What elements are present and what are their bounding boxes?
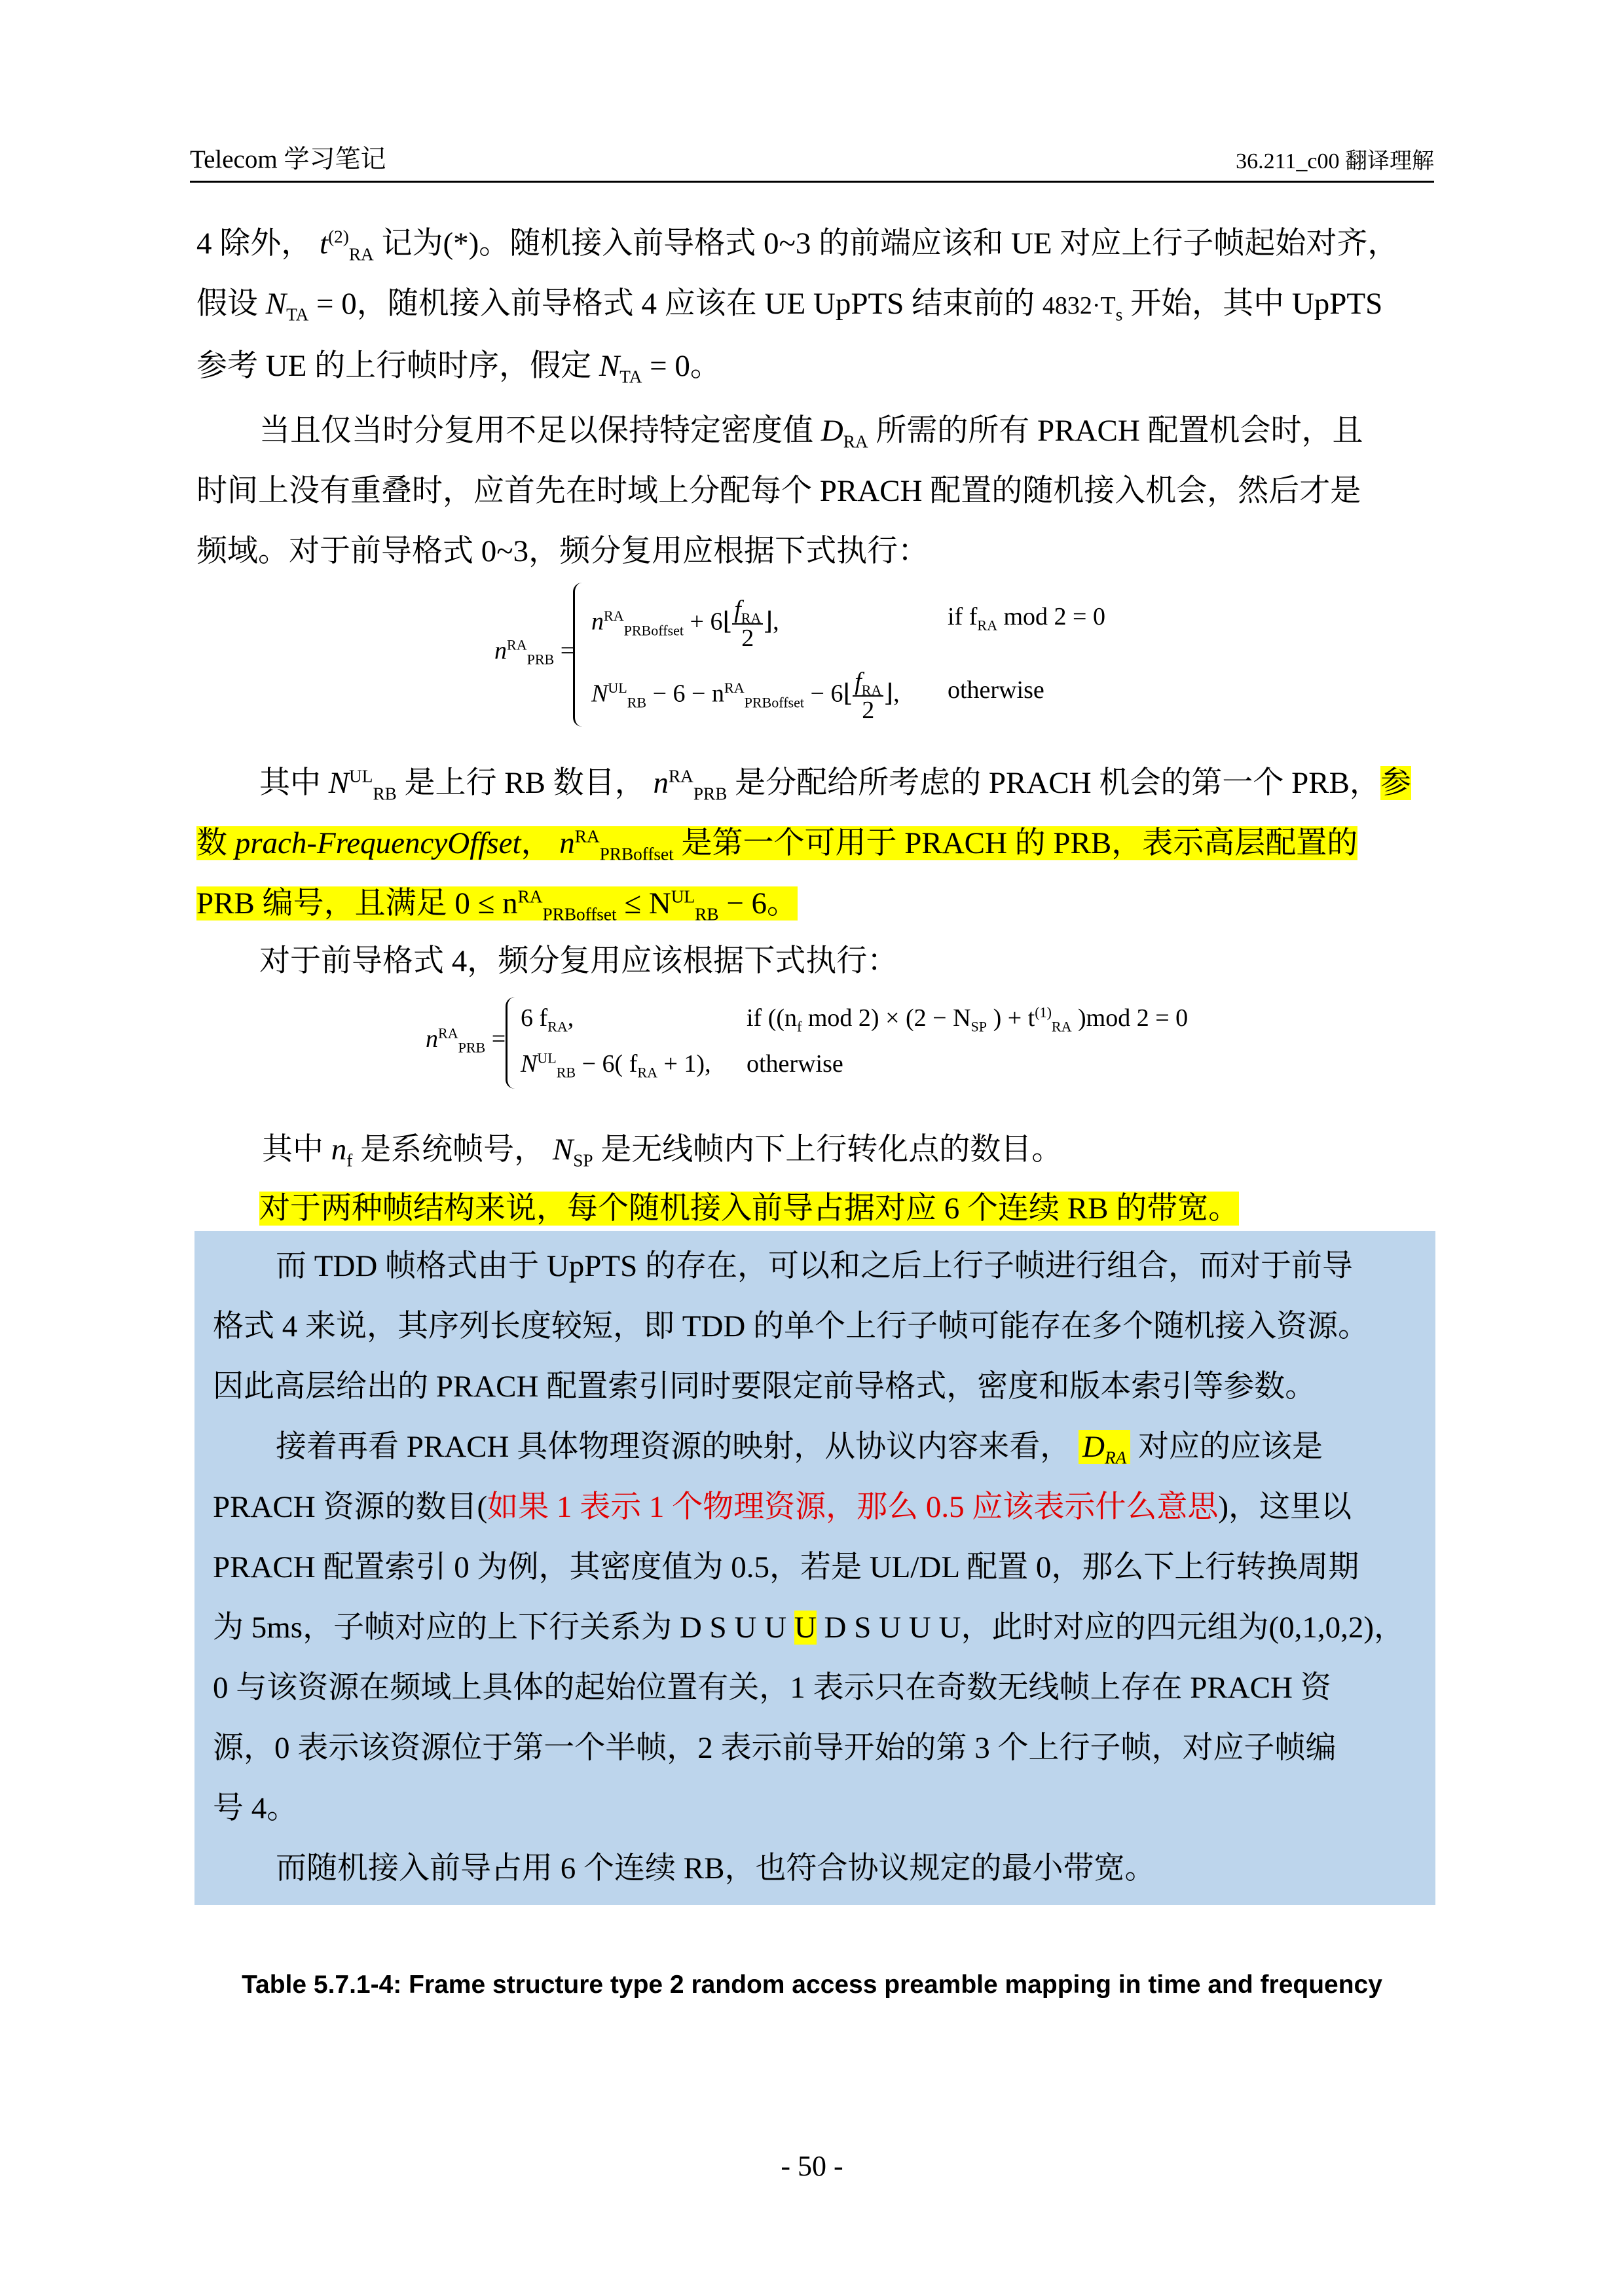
text: PRB 编号，且满足: [196, 886, 447, 920]
highlighted-line: PRB 编号，且满足 $0 \le n^{RA}_{PRBoffset} \le N^{UL}_{RB} - 6$。: [196, 886, 798, 924]
text: 是第一个可用于 PRACH 的 PRB，表示高层配置的: [681, 826, 1358, 860]
text-line: 号 4。: [213, 1791, 298, 1825]
text: 是无线帧内下上行转化点的数目。: [600, 1133, 1063, 1167]
annotation-paragraph-3: [213, 1838, 1418, 1899]
text: ，: [521, 826, 552, 860]
math-cond: )mod 2 = 0: [1078, 1004, 1189, 1032]
text-line: 而 TDD 帧格式由于 UpPTS 的存在，可以和之后上行子帧进行组合，而对于前导: [276, 1249, 1354, 1283]
math-var: n: [494, 637, 507, 665]
math-op: − 6 − n: [652, 680, 724, 708]
text: 参考 UE 的上行帧时序，假定: [196, 349, 592, 383]
text-line: 对于前导格式 4，频分复用应该根据下式执行：: [259, 944, 898, 978]
highlighted-line: 数 prach-FrequencyOffset， $n^{RA}_{PRBoffset}$ 是第一个可用于 PRACH 的 PRB，表示高层配置的: [196, 826, 1358, 864]
math-cond: mod 2 = 0: [1003, 603, 1105, 630]
math-num: 2: [853, 695, 883, 724]
highlighted-text: 参: [1380, 766, 1411, 800]
text: 所需的所有 PRACH 配置机会时，且: [876, 414, 1363, 448]
equation-2: $n^{RA}_{PRB}$ = 6 $f_{RA}$, if (($n_f$ mod $2) \times (2 - N_{SP}$ ) + $t^{(1)}_{RA}$ )mod 2 = 0 $N^{UL}_{RB} - 6$( $f_{RA} + 1$), otherwise: [426, 992, 1277, 1097]
header-doc-ref: 36.211_c00 翻译理解: [1236, 149, 1434, 173]
math-var: D: [821, 414, 843, 448]
math-cond: mod 2) × (2 − N: [807, 1004, 971, 1032]
text: = 0，随机接入前导格式 4 应该在 UE UpPTS 结束前的: [316, 287, 1035, 321]
text: 对应的应该是: [1137, 1430, 1323, 1464]
text-line: 0 与该资源在频域上具体的起始位置有关，1 表示只在奇数无线帧上存在 PRACH 资: [213, 1671, 1331, 1705]
text: 其中: [262, 1133, 323, 1167]
math-var: N: [552, 1133, 574, 1167]
equation-1: $n^{RA}_{PRB}$ = $n^{RA}_{PRBoffset}$ + $6⌊f_{RA}$ 2⌋, if $f_{RA}$ mod 2 = 0 $N^{UL}_{RB} - 6 - n^{RA}_{PRBoffset}$ − $6⌊f_{RA}$ 2⌋, otherwise: [494, 576, 1149, 733]
red-question-text: 如果 1 表示 1 个物理资源，那么 0.5 应该表示什么意思: [487, 1490, 1219, 1524]
math-expr: 0 ≤ n: [454, 886, 518, 920]
brace: [506, 997, 518, 1089]
highlighted-line: 对于两种帧结构来说，每个随机接入前导占据对应 6 个连续 RB 的带宽。: [259, 1192, 1240, 1226]
text: 是上行 RB 数目，: [404, 766, 646, 800]
math-cond: otherwise: [747, 1050, 843, 1078]
math-op: ,: [567, 1004, 574, 1032]
paragraph-3: 其中 $N^{UL}_{RB}$ 是上行 RB 数目， $n^{RA}_{PRB}$ 是分配给所考虑的 PRACH 机会的第一个 PRB，参 数 prach-FrequencyOffset， $n^{RA}_{PRBoffset}$ 是第一个可用于 PRACH 的 PRB，表示高层配置的 PRB 编号，且满足 $0 \le n^{RA}_{PRBoffset} \le N^{UL}_{RB} - 6$。: [196, 766, 1411, 924]
text: 接着再看 PRACH 具体物理资源的映射，从协议内容来看，: [276, 1430, 1071, 1464]
text-line: PRACH 配置索引 0 为例，其密度值为 0.5，若是 UL/DL 配置 0，那么下上行转换周期: [213, 1550, 1359, 1584]
highlighted-math: $D_{RA}$: [1079, 1430, 1130, 1464]
math-var: f: [734, 596, 741, 623]
annotation-box: [194, 1231, 1435, 1905]
brace: [573, 583, 587, 727]
paragraph-1: 4 除外， $t^{(2)}_{RA}$ 记为(*)。随机接入前导格式 0~3 的前端应该和 UE 对应上行子帧起始对齐， 假设 $N_{TA} = 0$，随机接入前导格式 4 应该在 UE UpPTS 结束前的 $4832\cdot T_s$ 开始，其中 UpPTS 参考 UE 的上行帧时序，假定 $N_{TA} = 0$。: [196, 227, 1399, 387]
math-cond: otherwise: [948, 676, 1044, 704]
text: 是系统帧号，: [360, 1133, 545, 1167]
text-line: 频域。对于前导格式 0~3，频分复用应根据下式执行：: [196, 534, 929, 568]
parameter-name: prach-FrequencyOffset: [234, 826, 521, 860]
math-op: + 6⌊: [690, 608, 733, 636]
math-var: N: [328, 766, 350, 800]
text: 当且仅当时分复用不足以保持特定密度值: [259, 414, 813, 448]
page-header: [190, 135, 1434, 183]
math-op: − 6⌊: [810, 680, 853, 708]
text: 假设: [196, 287, 258, 321]
math-expr: 4832·T: [1042, 292, 1116, 319]
text-line: 格式 4 来说，其序列长度较短，即 TDD 的单个上行子帧可能存在多个随机接入资源。: [213, 1309, 1369, 1343]
text-line: 因此高层给出的 PRACH 配置索引同时要限定前导格式，密度和版本索引等参数。: [213, 1370, 1316, 1404]
math-var: D: [1082, 1430, 1105, 1464]
text: D S U U U，此时对应的四元组为(0,1,0,2)，: [816, 1611, 1405, 1645]
highlighted-letter: U: [794, 1611, 817, 1645]
text: PRACH 资源的数目(: [213, 1490, 488, 1524]
text: = 0。: [650, 349, 721, 383]
math-num: 2: [732, 623, 763, 652]
math-expr: + 1),: [663, 1050, 711, 1078]
text: 4 除外，: [196, 227, 312, 261]
paragraph-2: 当且仅当时分复用不足以保持特定密度值 $D_{RA}$ 所需的所有 PRACH 配置机会时，且 时间上没有重叠时，应首先在时域上分配每个 PRACH 配置的随机接入机会，然后才是 频域。对于前导格式 0~3，频分复用应根据下式执行：: [196, 401, 1428, 581]
math-var: n: [591, 608, 604, 636]
math-op: ⌋,: [883, 680, 900, 708]
text: )，这里以: [1218, 1490, 1352, 1524]
math-var: f: [855, 668, 862, 695]
paragraph-5: 其中 $n_f$ 是系统帧号， $N_{SP}$ 是无线帧内下上行转化点的数目。: [262, 1133, 1063, 1171]
text-line: 而随机接入前导占用 6 个连续 RB，也符合协议规定的最小带宽。: [276, 1851, 1156, 1886]
text: 记为(*)。随机接入前导格式 0~3 的前端应该和 UE 对应上行子帧起始对齐，: [381, 227, 1399, 261]
math-var: N: [591, 680, 608, 708]
math-expr: 6 f: [521, 1004, 548, 1032]
paragraph-6: [196, 1178, 1428, 1239]
table-caption: Table 5.7.1-4: Frame structure type 2 random access preamble mapping in time and frequency: [242, 1971, 1382, 1999]
math-cond: if f: [948, 603, 978, 630]
header-title: Telecom 学习笔记: [190, 145, 386, 173]
math-expr: − 6( f: [581, 1050, 638, 1078]
text-line: 时间上没有重叠时，应首先在时域上分配每个 PRACH 配置的随机接入机会，然后才是: [196, 474, 1361, 508]
text: 为 5ms，子帧对应的上下行关系为 D S U U: [213, 1611, 794, 1645]
text: 是分配给所考虑的 PRACH 机会的第一个 PRB，: [735, 766, 1380, 800]
math-op: ⌋,: [763, 608, 779, 636]
math-var: n: [559, 826, 575, 860]
page-number: - 50 -: [781, 2150, 843, 2182]
math-var: n: [331, 1133, 347, 1167]
math-var: n: [653, 766, 669, 800]
math-var: N: [265, 287, 287, 321]
text: 数: [196, 826, 227, 860]
math-expr: ≤ N: [624, 886, 671, 920]
paragraph-4: [196, 931, 1428, 991]
annotation-paragraph-1: [213, 1236, 1418, 1417]
math-var: N: [599, 349, 620, 383]
math-var: t: [320, 227, 329, 261]
text-line: 源，0 表示该资源位于第一个半帧，2 表示前导开始的第 3 个上行子帧，对应子帧编: [213, 1731, 1337, 1765]
math-var: N: [521, 1050, 538, 1078]
math-cond: if ((n: [747, 1004, 798, 1032]
math-expr: − 6。: [726, 886, 798, 920]
math-var: n: [426, 1025, 438, 1053]
text: 其中: [259, 766, 321, 800]
text: 开始，其中 UpPTS: [1130, 287, 1383, 321]
math-cond: ) + t: [993, 1004, 1035, 1032]
annotation-paragraph-2: [213, 1417, 1418, 1838]
